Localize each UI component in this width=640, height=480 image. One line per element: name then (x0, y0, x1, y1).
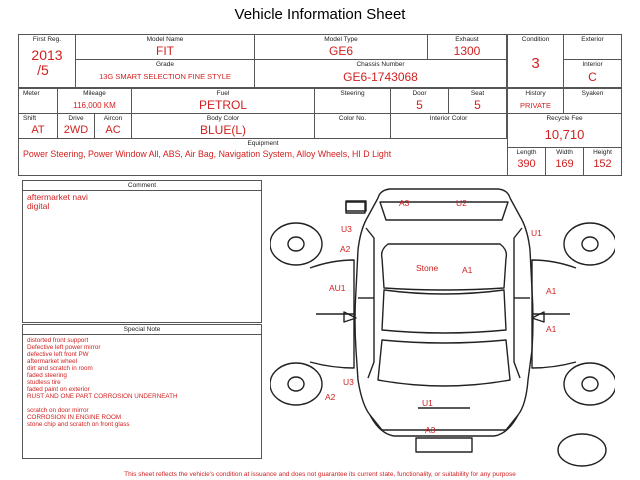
damage-code-left-a1-mid: A1 (546, 286, 557, 296)
special-note-line: faded paint on exterior (27, 386, 90, 393)
first-reg-cell (18, 34, 76, 88)
cabin-right-line (514, 228, 522, 378)
color-no-label: Color No. (338, 115, 367, 122)
front-left-wheel (270, 363, 322, 405)
damage-code-rear-a3: A3 (399, 198, 410, 208)
disclaimer-footer: This sheet reflects the vehicle's condition at issuance and does not guarantee its current state, functionality, or suitability for any purpose (124, 471, 516, 478)
first-reg-year: 2013 (31, 47, 63, 63)
special-note-label: Special Note (23, 326, 261, 335)
front-bumper (370, 415, 518, 436)
shift-label: Shift (23, 115, 37, 122)
model-type-value: GE6 (328, 44, 353, 58)
interior-cell (563, 59, 622, 88)
length-value: 390 (517, 158, 536, 170)
chassis-value: GE6-1743068 (343, 70, 418, 84)
model-name-value: FIT (156, 44, 174, 58)
comment-line: digital (27, 201, 50, 211)
spare-wheel (558, 434, 606, 466)
mileage-cell (57, 88, 132, 114)
rear-right-wheel (564, 223, 615, 265)
comment-text (27, 193, 88, 211)
exterior-label: Exterior (581, 36, 604, 43)
damage-code-stone: Stone (416, 263, 439, 273)
mileage-label: Mileage (83, 90, 106, 97)
width-label: Width (556, 149, 573, 156)
recycle-fee-cell (507, 113, 622, 148)
meter-label: Meter (23, 90, 40, 97)
width-value: 169 (555, 158, 574, 170)
height-cell (583, 147, 622, 176)
damage-code-left-a1-low: A1 (546, 324, 557, 334)
special-note-line: defective left front PW (27, 351, 89, 358)
syaken-label: Syaken (581, 90, 604, 97)
comment-line: aftermarket navi (27, 192, 88, 202)
comment-box (22, 180, 262, 323)
condition-label: Condition (521, 36, 550, 43)
fuel-cell (131, 88, 315, 114)
cabin-left-line (366, 228, 374, 378)
front-plate (416, 438, 472, 452)
special-note-line: studless tire (27, 379, 61, 386)
model-type-cell (254, 34, 428, 60)
damage-code-stone-a1: A1 (462, 265, 473, 275)
sheet-title: Vehicle Information Sheet (234, 6, 406, 23)
special-note-box (22, 324, 262, 459)
equipment-cell (18, 138, 508, 176)
aircon-label: Aircon (103, 115, 123, 122)
drive-label: Drive (68, 115, 84, 122)
history-label: History (525, 90, 546, 97)
door-cell (390, 88, 449, 114)
seat-cell (448, 88, 507, 114)
front-right-wheel-inner (582, 377, 598, 391)
body-color-label: Body Color (206, 115, 240, 122)
grade-label: Grade (155, 61, 175, 68)
damage-code-right-a2-top: A2 (340, 244, 351, 254)
grade-cell (75, 59, 255, 88)
aircon-cell (94, 113, 132, 139)
damage-code-front-u1: U1 (422, 398, 433, 408)
exhaust-label: Exhaust (455, 36, 479, 43)
equipment-text: Power Steering, Power Window All, ABS, Air Bag, Navigation System, Alloy Wheels, HI D Light (23, 149, 392, 159)
car-body-outline (355, 198, 533, 430)
color-no-cell (314, 113, 391, 139)
door-value: 5 (416, 98, 423, 112)
interior-value: C (588, 70, 597, 84)
condition-cell (507, 34, 564, 88)
meter-cell (18, 88, 58, 114)
model-name-label: Model Name (146, 36, 184, 43)
steering-cell (314, 88, 391, 114)
history-cell (507, 88, 564, 114)
grade-value: 13G SMART SELECTION FINE STYLE (99, 72, 231, 81)
windshield-outline (382, 290, 506, 333)
recycle-fee-value: 10,710 (544, 127, 585, 142)
equipment-label: Equipment (247, 140, 279, 147)
special-note-list (27, 337, 178, 428)
damage-code-rear-u2: U2 (456, 198, 467, 208)
damage-code-right-u3-bottom: U3 (343, 377, 354, 387)
damage-code-right-u3-top: U3 (341, 224, 352, 234)
drive-value: 2WD (63, 124, 89, 136)
height-label: Height (593, 149, 612, 156)
first-reg-label: First Reg. (32, 36, 62, 43)
special-note-line: RUST AND ONE PART CORROSION UNDERNEATH (27, 393, 178, 400)
chassis-cell (254, 59, 507, 88)
length-label: Length (516, 149, 537, 156)
special-note-line: dirt and scratch in room (27, 365, 93, 372)
exhaust-cell (427, 34, 507, 60)
condition-value: 3 (531, 55, 540, 72)
interior-label: Interior (582, 61, 603, 68)
door-label: Door (412, 90, 427, 97)
front-left-wheel-inner (288, 377, 304, 391)
damage-code-front-a3: A3 (425, 425, 436, 435)
seat-label: Seat (470, 90, 485, 97)
special-note-line: Defective left power mirror (27, 344, 101, 351)
mileage-value: 116,000 KM (73, 101, 116, 110)
interior-color-cell (390, 113, 507, 139)
special-note-line (27, 400, 178, 407)
rear-left-wheel-inner (288, 237, 304, 251)
width-cell (545, 147, 584, 176)
fuel-value: PETROL (198, 98, 247, 112)
special-note-line: distorted front support (27, 337, 89, 344)
special-note-line: scratch on door mirror (27, 407, 89, 414)
height-value: 152 (593, 158, 612, 170)
body-color-value: BLUE(L) (199, 123, 246, 137)
shift-value: AT (31, 124, 45, 136)
car-damage-diagram (270, 180, 615, 470)
rear-right-wheel-inner (582, 237, 598, 251)
chassis-label: Chassis Number (356, 61, 405, 68)
model-type-label: Model Type (324, 36, 358, 43)
fuel-label: Fuel (216, 90, 230, 97)
damage-code-right-a2-bottom: A2 (325, 392, 336, 402)
aircon-value: AC (105, 124, 121, 136)
seat-value: 5 (474, 98, 481, 112)
roof-outline (382, 244, 507, 290)
special-note-line: stone chip and scratch on front glass (27, 421, 130, 428)
body-color-cell (131, 113, 315, 139)
first-reg-month: /5 (37, 62, 49, 78)
exterior-cell (563, 34, 622, 60)
special-note-line: faded steering (27, 372, 67, 379)
drive-cell (57, 113, 95, 139)
hood-outline (378, 340, 510, 386)
front-right-wheel (564, 363, 615, 405)
rear-bumper-outline (378, 189, 510, 198)
exhaust-value: 1300 (453, 44, 481, 58)
interior-color-label: Interior Color (429, 115, 468, 122)
syaken-cell (563, 88, 622, 114)
special-note-line: aftermarket wheel (27, 358, 78, 365)
steering-label: Steering (340, 90, 365, 97)
model-name-cell (75, 34, 255, 60)
rear-left-wheel (270, 223, 322, 265)
damage-code-left-u1-top: U1 (531, 228, 542, 238)
special-note-line: CORROSION IN ENGINE ROOM (27, 414, 122, 421)
length-cell (507, 147, 546, 176)
shift-cell (18, 113, 58, 139)
recycle-fee-label: Recycle Fee (546, 115, 583, 122)
history-value: PRIVATE (520, 101, 551, 110)
comment-label: Comment (23, 182, 261, 191)
damage-code-right-au1: AU1 (329, 283, 346, 293)
